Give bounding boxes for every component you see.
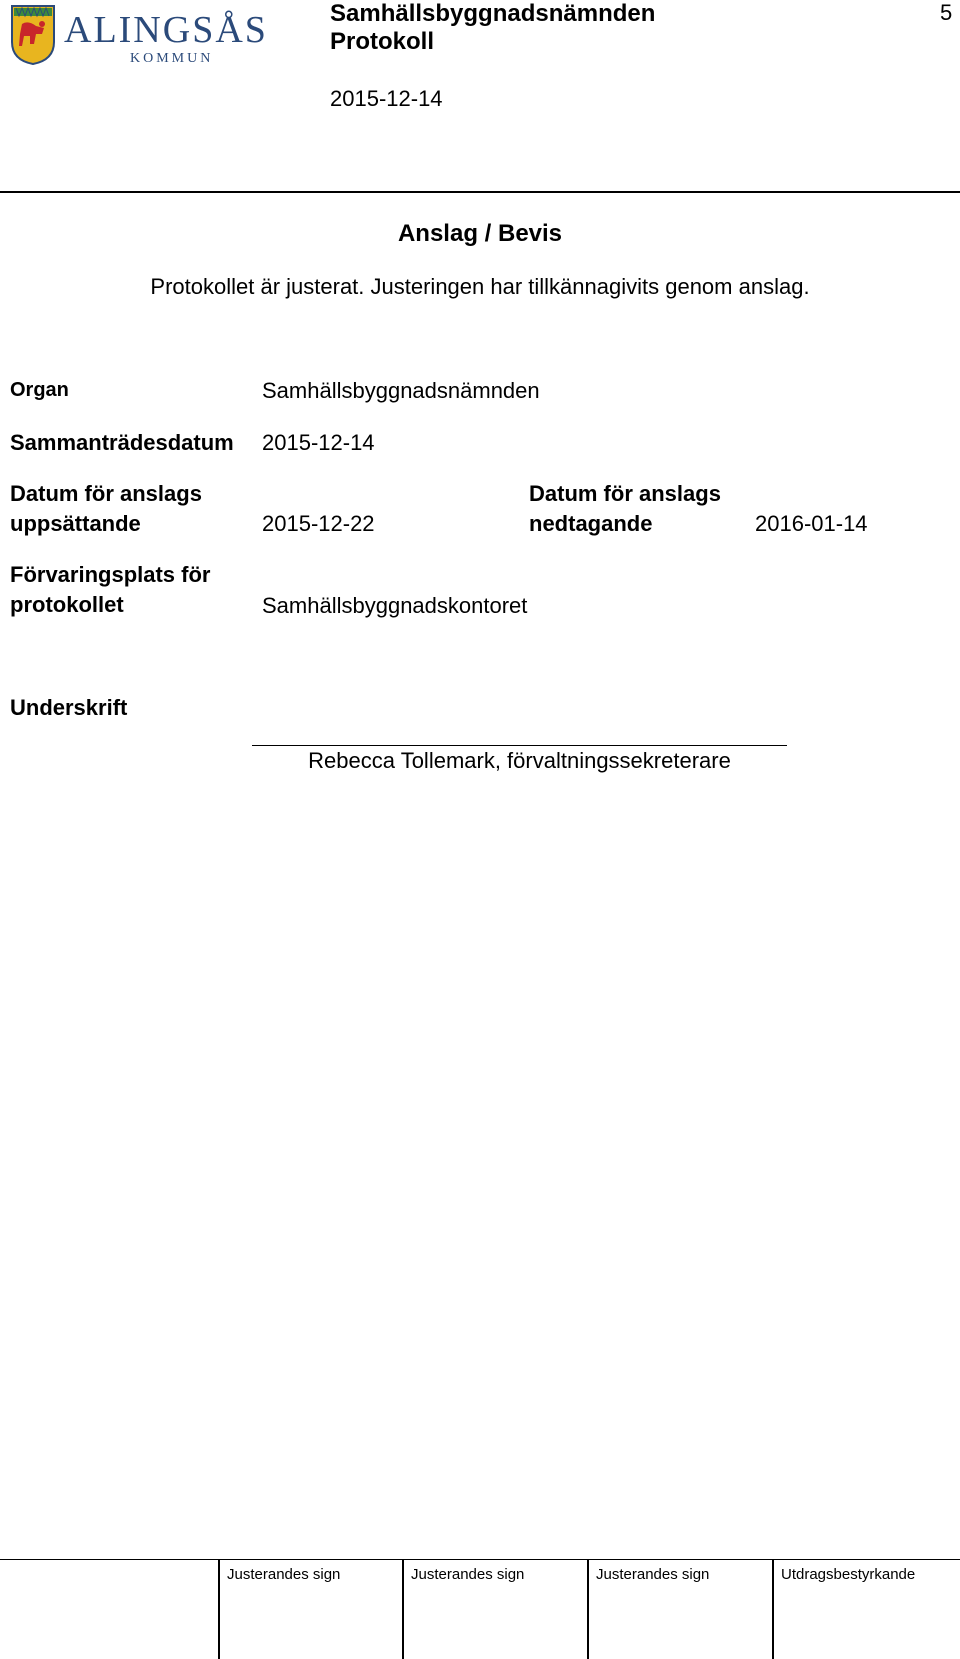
storage-value: Samhällsbyggnadskontoret bbox=[262, 593, 528, 618]
footer-cell-divider bbox=[402, 1560, 404, 1659]
alingsas-logo bbox=[10, 4, 300, 66]
footer-divider bbox=[0, 1559, 960, 1560]
removal-date-label-line1: Datum för anslags bbox=[529, 481, 721, 506]
posting-date-label-line1: Datum för anslags bbox=[10, 481, 202, 506]
footer-cell-divider bbox=[218, 1560, 220, 1659]
committee-name: Samhällsbyggnadsnämnden bbox=[330, 0, 656, 27]
signatory-name: Rebecca Tollemark, förvaltningssekreterare bbox=[308, 748, 731, 773]
footer-cell-utdragsbestyrkande: Utdragsbestyrkande bbox=[781, 1566, 916, 1583]
section-intro: Protokollet är justerat. Justeringen har tillkännagivits genom anslag. bbox=[150, 274, 810, 299]
signature-label: Underskrift bbox=[10, 695, 128, 720]
storage-label-line1: Förvaringsplats för bbox=[10, 562, 211, 587]
logo-wordmark: ALINGSÅS bbox=[64, 9, 268, 51]
meeting-date-label: Sammanträdesdatum bbox=[10, 430, 234, 455]
storage-label-line2: protokollet bbox=[10, 592, 124, 617]
footer-cell-divider bbox=[587, 1560, 589, 1659]
logo-subtext: KOMMUN bbox=[130, 51, 214, 66]
alingsas-crest-icon bbox=[10, 4, 300, 66]
organ-value: Samhällsbyggnadsnämnden bbox=[262, 378, 540, 403]
header-date: 2015-12-14 bbox=[330, 86, 443, 111]
header-divider bbox=[0, 191, 960, 193]
page-number: 5 bbox=[940, 0, 953, 25]
posting-date-label-line2: uppsättande bbox=[10, 511, 141, 536]
footer-cell-justerandes-sign-1: Justerandes sign bbox=[227, 1566, 341, 1583]
posting-date-value: 2015-12-22 bbox=[262, 511, 375, 536]
removal-date-value: 2016-01-14 bbox=[755, 511, 868, 536]
section-title: Anslag / Bevis bbox=[397, 220, 563, 247]
footer-cell-justerandes-sign-2: Justerandes sign bbox=[411, 1566, 525, 1583]
footer-cell-justerandes-sign-3: Justerandes sign bbox=[596, 1566, 710, 1583]
organ-label: Organ bbox=[10, 379, 69, 401]
document-type: Protokoll bbox=[330, 28, 435, 55]
removal-date-label-line2: nedtagande bbox=[529, 511, 653, 536]
footer-cell-divider bbox=[772, 1560, 774, 1659]
meeting-date-value: 2015-12-14 bbox=[262, 430, 375, 455]
